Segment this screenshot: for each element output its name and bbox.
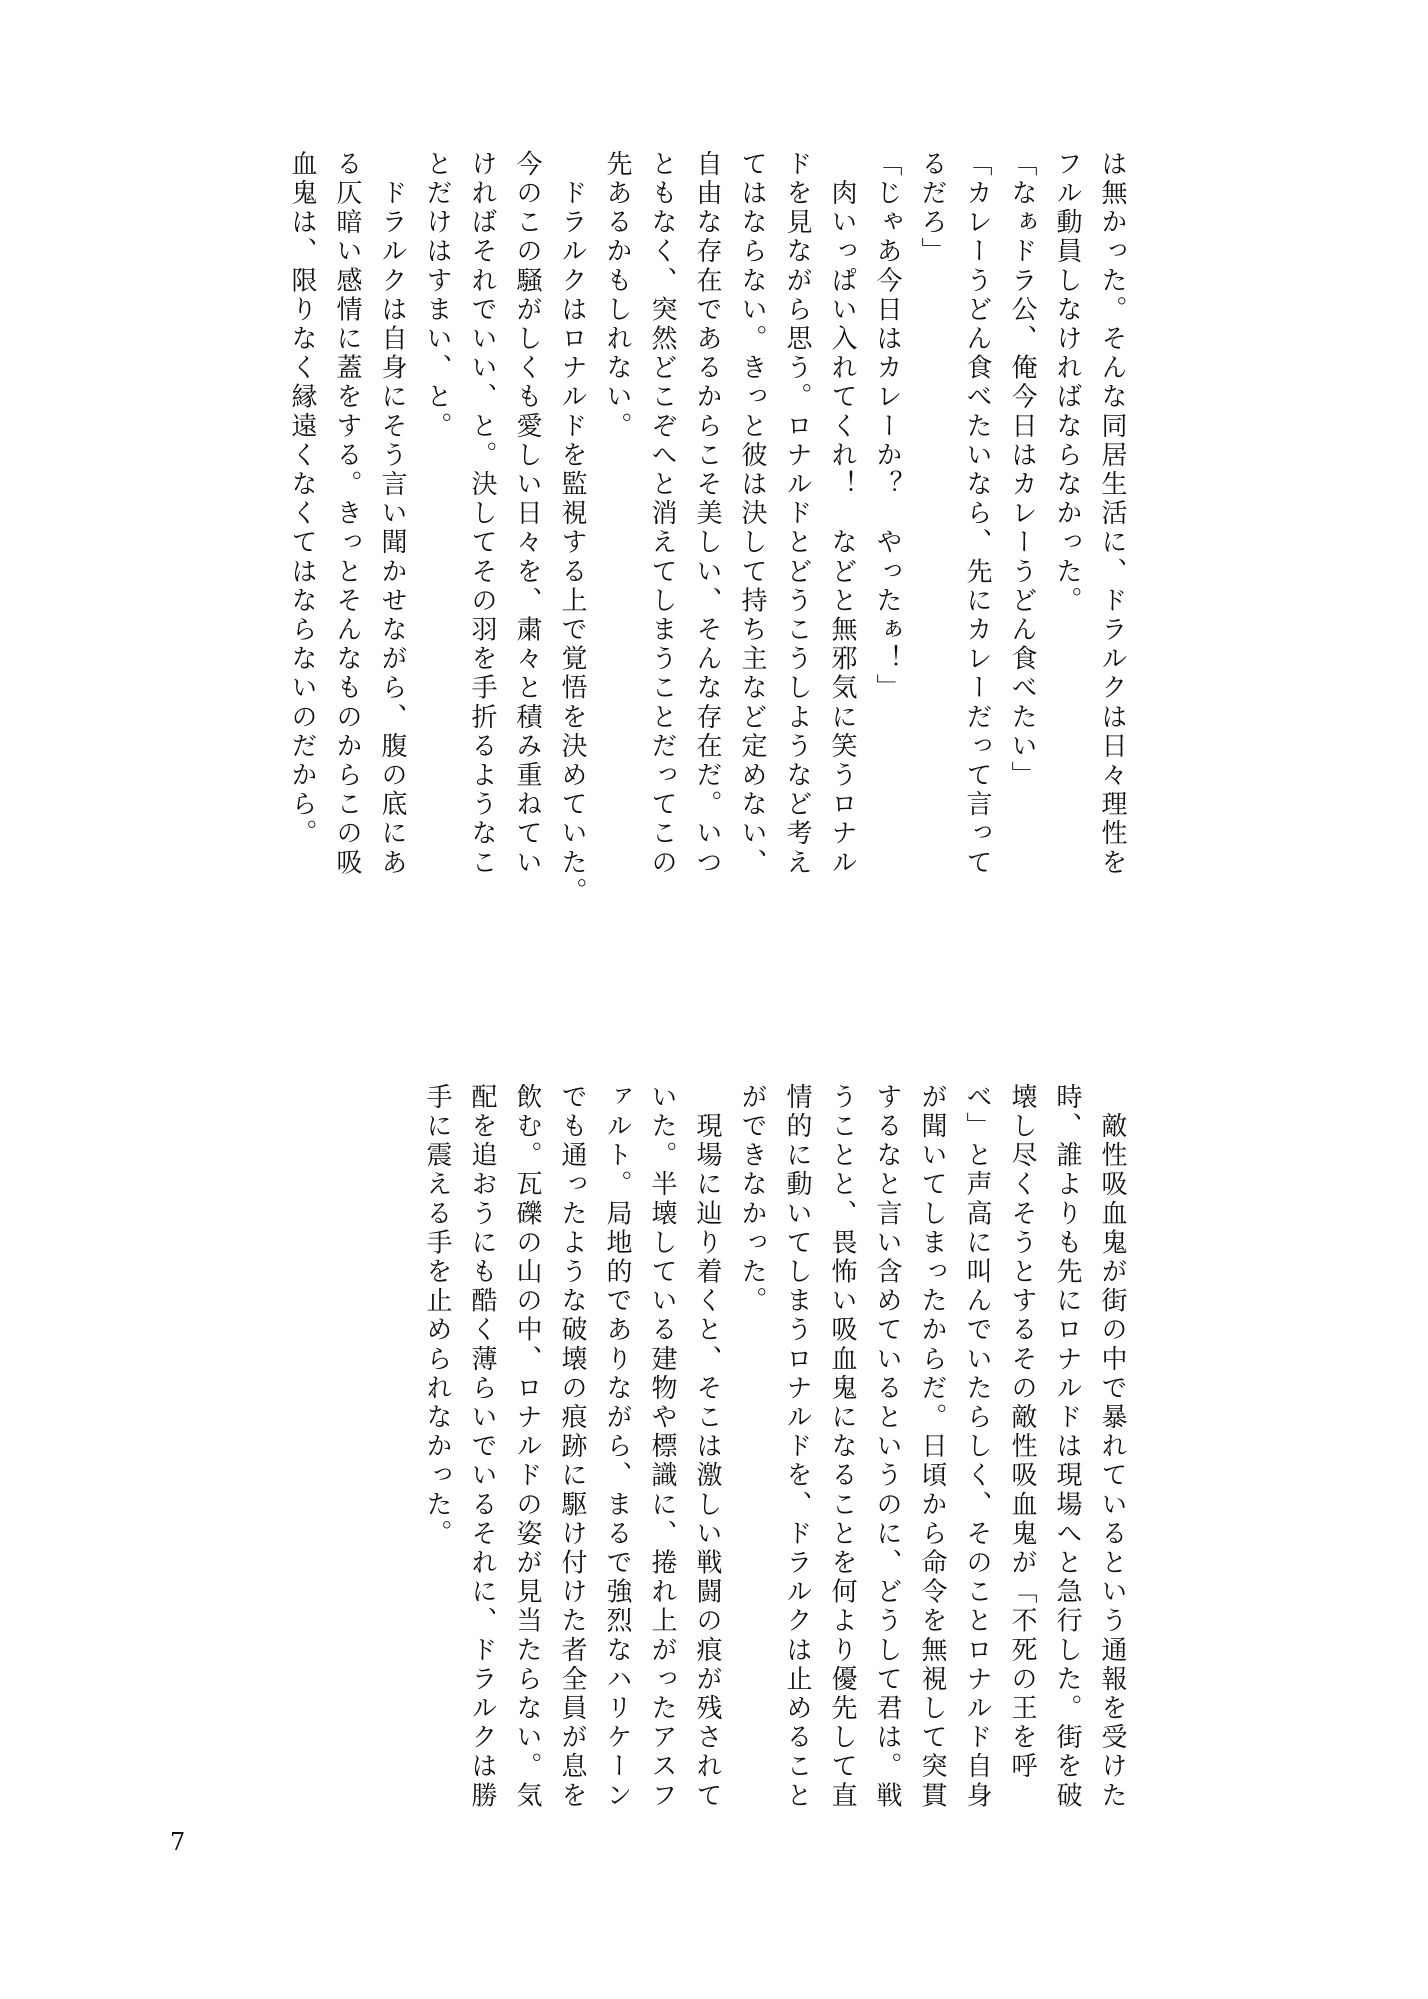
text-line: いた。半壊している建物や標識に、捲れ上がったアスフ (647, 1083, 677, 1811)
text-line: ともなく、突然どこぞへと消えてしまうことだってこの (647, 150, 677, 878)
text-line: 時、誰よりも先にロナルドは現場へと急行した。街を破 (1052, 1083, 1082, 1811)
text-block-top (279, 150, 1134, 970)
text-line: 「なぁドラ公、俺今日はカレーうどん食べたい」 (1007, 150, 1037, 791)
text-line: 先あるかもしれない。 (602, 150, 632, 441)
text-line: でも通ったような破壊の痕跡に駆け付けた者全員が息を (557, 1083, 587, 1811)
text-line: 「カレーうどん食べたいなら、先にカレーだって言って (962, 150, 992, 878)
text-block-bottom (414, 1083, 1134, 1811)
text-line: ができなかった。 (737, 1083, 767, 1316)
text-line: 自由な存在であるからこそ美しい、そんな存在だ。いつ (692, 150, 722, 878)
text-line: 情的に動いてしまうロナルドを、ドラルクは止めること (782, 1083, 812, 1811)
text-line: 飲む。瓦礫の山の中、ロナルドの姿が見当たらない。気 (512, 1083, 542, 1811)
text-line: るだろ」 (917, 150, 947, 267)
text-line: フル動員しなければならなかった。 (1052, 150, 1082, 616)
text-line: が聞いてしまったからだ。日頃から命令を無視して突貫 (917, 1083, 947, 1811)
text-line: ァルト。局地的でありながら、まるで強烈なハリケーン (602, 1083, 632, 1811)
text-line: ければそれでいい、と。決してその羽を手折るようなこ (467, 150, 497, 878)
text-line: る仄暗い感情に蓋をする。きっとそんなものからこの吸 (332, 150, 362, 878)
text-line: ドラルクは自身にそう言い聞かせながら、腹の底にあ (377, 150, 407, 878)
text-line: うことと、畏怖い吸血鬼になることを何より優先して直 (827, 1083, 857, 1811)
text-line: ドラルクはロナルドを監視する上で覚悟を決めていた。 (557, 150, 587, 907)
text-line: 壊し尽くそうとするその敵性吸血鬼が「不死の王を呼 (1007, 1083, 1037, 1782)
text-line: ドを見ながら思う。ロナルドとどうこうしようなど考え (782, 150, 812, 878)
text-line: べ」と声高に叫んでいたらしく、そのことロナルド自身 (962, 1083, 992, 1811)
text-line: 肉いっぱい入れてくれ！ などと無邪気に笑うロナル (827, 150, 857, 878)
text-line: するなと言い含めているというのに、どうして君は。戦 (872, 1083, 902, 1811)
page-number: 7 (170, 1828, 186, 1856)
text-line: 今のこの騒がしくも愛しい日々を、粛々と積み重ねてい (512, 150, 542, 878)
text-line: 敵性吸血鬼が街の中で暴れているという通報を受けた (1097, 1083, 1127, 1811)
text-line: 現場に辿り着くと、そこは激しい戦闘の痕が残されて (692, 1083, 722, 1811)
text-line: てはならない。きっと彼は決して持ち主など定めない、 (737, 150, 767, 878)
text-line: 配を追おうにも酷く薄らいでいるそれに、ドラルクは勝 (467, 1083, 497, 1811)
text-line: 「じゃあ今日はカレーか？ やったぁ！」 (872, 150, 902, 703)
text-line: 血鬼は、限りなく縁遠くなくてはならないのだから。 (287, 150, 317, 849)
text-line: とだけはすまい、と。 (422, 150, 452, 441)
text-line: 手に震える手を止められなかった。 (422, 1083, 452, 1549)
text-line: は無かった。そんな同居生活に、ドラルクは日々理性を (1097, 150, 1127, 878)
